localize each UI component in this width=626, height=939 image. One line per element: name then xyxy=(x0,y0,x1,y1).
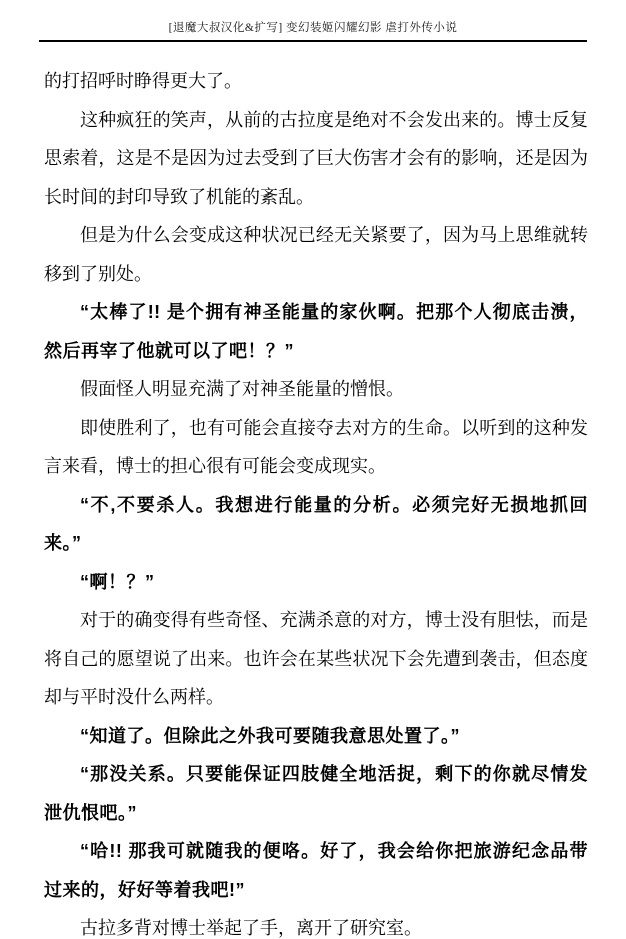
paragraph: 古拉多背对博士举起了手，离开了研究室。 xyxy=(80,918,422,938)
paragraph: 的打招呼时睁得更大了。 xyxy=(44,71,242,91)
paragraph: 即使胜利了，也有可能会直接夺去对方的生命。以听到的这种发言来看，博士的担心很有可能会变成现实。 xyxy=(44,417,588,476)
paragraph: 这种疯狂的笑声，从前的古拉度是绝对不会发出来的。博士反复思索着，这是不是因为过去受到了巨大伤害才会有的影响，还是因为长时间的封印导致了机能的紊乱。 xyxy=(44,109,588,207)
header-rule xyxy=(39,40,587,42)
page-header xyxy=(0,0,626,42)
paragraph: 对于的确变得有些奇怪、充满杀意的对方，博士没有胆怯，而是将自己的愿望说了出来。也许会在某些状况下会先遭到袭击，但态度却与平时没什么两样。 xyxy=(44,610,588,707)
paragraph: 假面怪人明显充满了对神圣能量的憎恨。 xyxy=(80,379,404,399)
paragraph: “啊！？” xyxy=(80,571,155,592)
paragraph: “太棒了!! 是个拥有神圣能量的家伙啊。把那个人彻底击溃，然后再宰了他就可以了吧！？” xyxy=(44,302,588,361)
paragraph: “知道了。但除此之外我可要随我意思处置了。” xyxy=(80,725,460,746)
header-title: [退魔大叔汉化&扩写] 变幻装姬闪耀幻影 虐打外传小说 xyxy=(168,22,458,34)
paragraph: 但是为什么会变成这种状况已经无关紧要了，因为马上思维就转移到了别处。 xyxy=(44,225,588,284)
paragraph: “哈!! 那我可就随我的便咯。好了，我会给你把旅游纪念品带过来的，好好等着我吧!” xyxy=(44,841,588,900)
paragraph: “不,不要杀人。我想进行能量的分析。必须完好无损地抓回来。” xyxy=(44,494,588,553)
paragraph: “那没关系。只要能保证四肢健全地活捉，剩下的你就尽情发泄仇恨吧。” xyxy=(44,764,588,823)
document-body xyxy=(0,62,626,939)
